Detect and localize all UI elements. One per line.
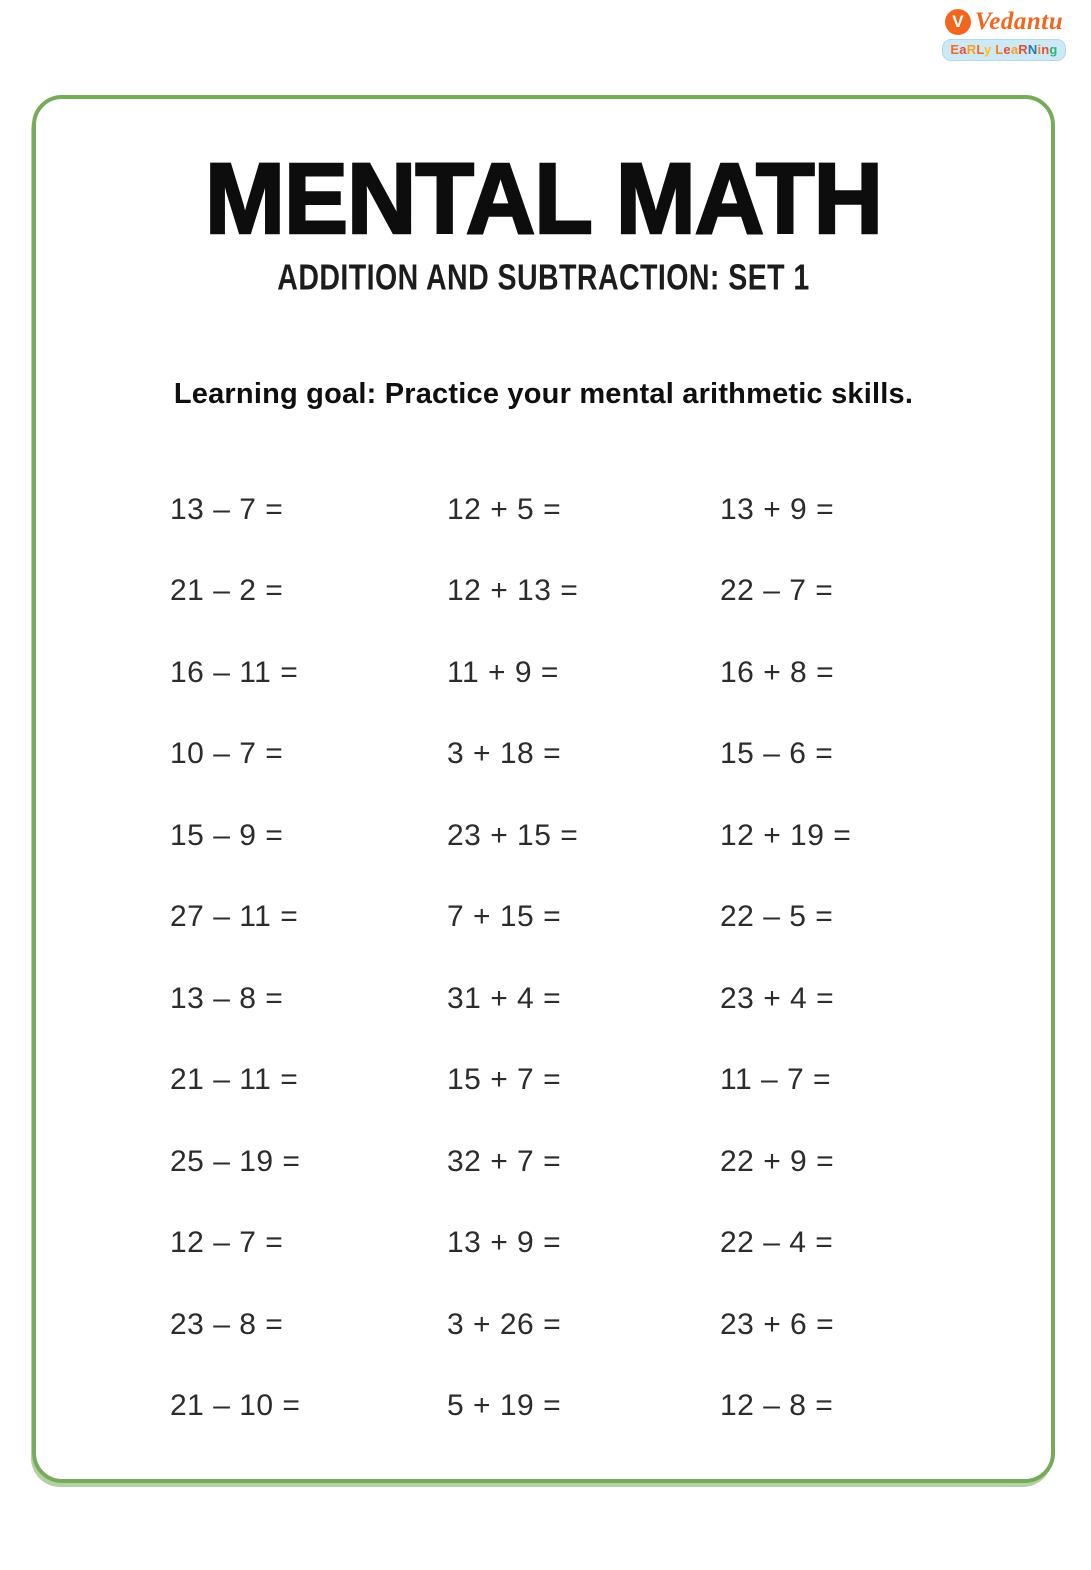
- problem-item: 22 + 9 =: [720, 1144, 835, 1178]
- problem-item: 12 + 19 =: [720, 818, 852, 852]
- problem-item: 3 + 18 =: [447, 737, 562, 771]
- problem-item: 21 – 2 =: [170, 574, 284, 608]
- problem-item: 23 + 4 =: [720, 981, 835, 1015]
- problem-item: 13 + 9 =: [447, 1226, 562, 1260]
- problem-item: 12 – 7 =: [170, 1226, 284, 1260]
- problem-item: 22 – 7 =: [720, 574, 834, 608]
- early-learning-label: EaRLy LeaRNing: [950, 42, 1058, 57]
- problem-item: 15 – 6 =: [720, 737, 834, 771]
- brand-name: Vedantu: [974, 8, 1064, 35]
- problem-item: 11 + 9 =: [447, 655, 559, 689]
- problem-item: 16 + 8 =: [720, 655, 835, 689]
- learning-goal: Learning goal: Practice your mental arithmetic skills.: [173, 378, 914, 410]
- problem-item: 11 – 7 =: [720, 1063, 832, 1097]
- problem-item: 10 – 7 =: [170, 737, 284, 771]
- early-learning-badge: [942, 39, 1065, 61]
- vedantu-v-icon: V: [945, 9, 971, 35]
- problem-item: 12 + 13 =: [447, 574, 579, 608]
- problem-item: 12 + 5 =: [447, 492, 562, 526]
- problem-item: 21 – 11 =: [170, 1063, 299, 1097]
- problem-item: 13 – 8 =: [170, 981, 284, 1015]
- problem-item: 31 + 4 =: [447, 981, 562, 1015]
- problems-grid: [170, 469, 915, 1447]
- problem-item: 5 + 19 =: [447, 1389, 562, 1423]
- problem-item: 22 – 4 =: [720, 1226, 834, 1260]
- problem-item: 15 – 9 =: [170, 818, 284, 852]
- problem-item: 13 + 9 =: [720, 492, 835, 526]
- problem-item: 15 + 7 =: [447, 1063, 562, 1097]
- vedantu-brand-row: [939, 8, 1069, 36]
- problem-item: 13 – 7 =: [170, 492, 284, 526]
- problem-item: 25 – 19 =: [170, 1144, 301, 1178]
- problem-item: 23 + 6 =: [720, 1307, 835, 1341]
- problem-item: 3 + 26 =: [447, 1307, 562, 1341]
- problem-item: 21 – 10 =: [170, 1389, 301, 1423]
- problem-item: 7 + 15 =: [447, 900, 562, 934]
- problem-item: 12 – 8 =: [720, 1389, 834, 1423]
- problem-item: 23 – 8 =: [170, 1307, 284, 1341]
- page-title: MENTAL MATH: [205, 143, 882, 256]
- vedantu-logo: [939, 8, 1069, 61]
- problem-item: 16 – 11 =: [170, 655, 299, 689]
- problem-item: 23 + 15 =: [447, 818, 579, 852]
- page-subtitle: ADDITION AND SUBTRACTION: SET 1: [277, 258, 810, 298]
- problem-item: 27 – 11 =: [170, 900, 299, 934]
- problem-item: 32 + 7 =: [447, 1144, 562, 1178]
- problem-item: 22 – 5 =: [720, 900, 834, 934]
